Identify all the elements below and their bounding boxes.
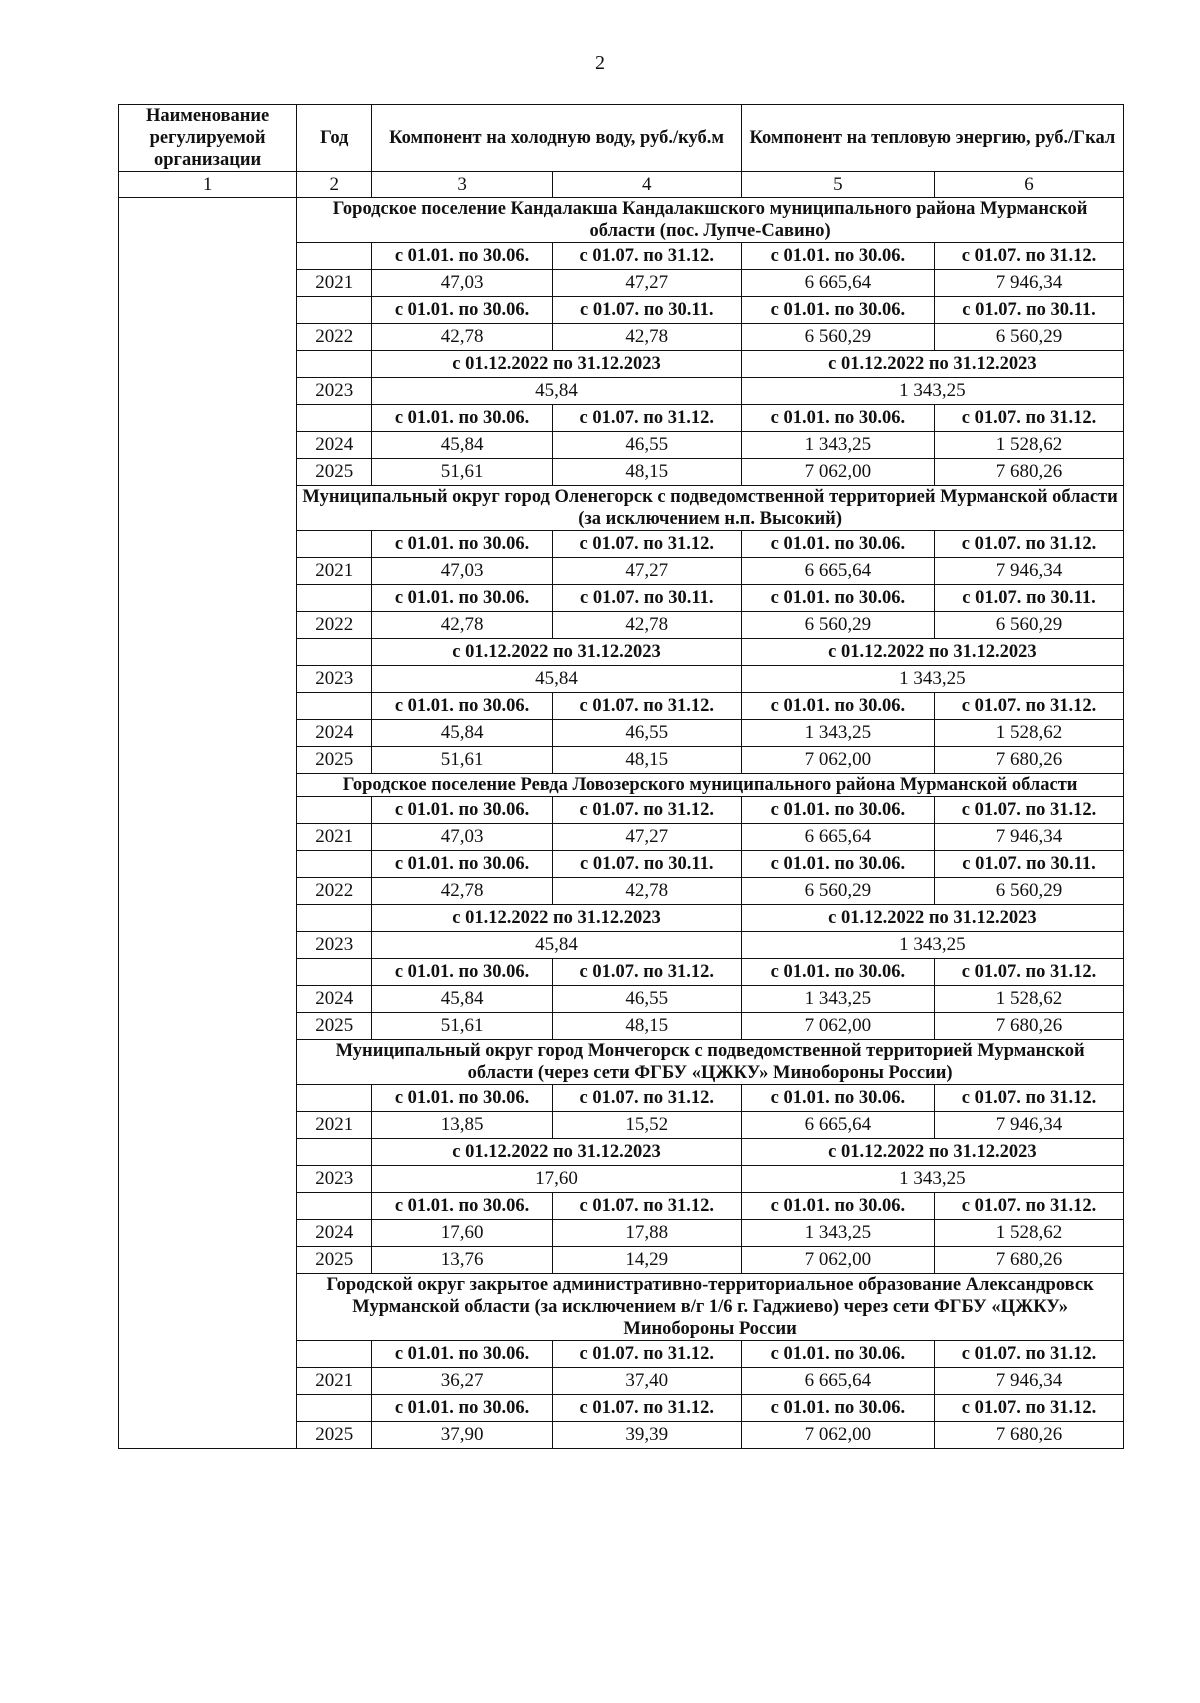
period-label: с 01.07. по 31.12. [552,797,741,824]
period-label: с 01.12.2022 по 31.12.2023 [372,905,741,932]
period-label: с 01.12.2022 по 31.12.2023 [741,351,1123,378]
year-cell-empty [297,1139,372,1166]
section-title: Городское поселение Кандалакша Кандалакшского муниципального района Мурманской области (пос. Лупче-Савино) [297,198,1124,243]
value-cell: 47,27 [552,558,741,585]
period-label: с 01.07. по 31.12. [934,797,1123,824]
period-label: с 01.01. по 30.06. [372,243,552,270]
year-cell: 2021 [297,558,372,585]
year-cell: 2025 [297,459,372,486]
value-cell: 6 560,29 [934,878,1123,905]
period-label: с 01.07. по 31.12. [552,959,741,986]
header-year: Год [297,105,372,172]
period-label: с 01.07. по 31.12. [934,1085,1123,1112]
period-label: с 01.07. по 31.12. [934,405,1123,432]
value-cell: 7 062,00 [741,459,934,486]
value-cell: 45,84 [372,378,741,405]
value-cell: 7 680,26 [934,459,1123,486]
value-cell: 6 560,29 [934,324,1123,351]
period-label: с 01.01. по 30.06. [741,243,934,270]
value-cell: 6 665,64 [741,1112,934,1139]
year-cell-empty [297,1395,372,1422]
period-label: с 01.01. по 30.06. [372,693,552,720]
value-cell: 51,61 [372,1013,552,1040]
year-cell: 2023 [297,378,372,405]
value-cell: 42,78 [372,878,552,905]
value-cell: 36,27 [372,1368,552,1395]
period-label: с 01.01. по 30.06. [372,851,552,878]
value-cell: 1 528,62 [934,1220,1123,1247]
period-label: с 01.07. по 31.12. [934,1395,1123,1422]
value-cell: 14,29 [552,1247,741,1274]
period-label: с 01.07. по 31.12. [934,531,1123,558]
value-cell: 1 528,62 [934,720,1123,747]
value-cell: 6 560,29 [934,612,1123,639]
period-label: с 01.07. по 31.12. [552,243,741,270]
period-label: с 01.07. по 31.12. [934,693,1123,720]
value-cell: 48,15 [552,459,741,486]
value-cell: 6 560,29 [741,612,934,639]
year-cell-empty [297,693,372,720]
value-cell: 7 680,26 [934,747,1123,774]
year-cell: 2025 [297,1013,372,1040]
year-cell: 2024 [297,1220,372,1247]
year-cell: 2021 [297,824,372,851]
value-cell: 7 680,26 [934,1247,1123,1274]
section-title: Муниципальный округ город Мончегорск с подведомственной территорией Мурманской области (через сети ФГБУ «ЦЖКУ» Минобороны России) [297,1040,1124,1085]
col-num-5: 5 [741,172,934,198]
header-org: Наименование регулируемой организации [119,105,297,172]
period-label: с 01.07. по 31.12. [552,405,741,432]
col-num-6: 6 [934,172,1123,198]
period-label: с 01.12.2022 по 31.12.2023 [372,1139,741,1166]
period-label: с 01.07. по 31.12. [934,1341,1123,1368]
value-cell: 42,78 [552,612,741,639]
period-label: с 01.01. по 30.06. [372,297,552,324]
value-cell: 45,84 [372,720,552,747]
period-label: с 01.07. по 30.11. [934,297,1123,324]
value-cell: 6 665,64 [741,270,934,297]
value-cell: 46,55 [552,720,741,747]
period-label: с 01.07. по 31.12. [552,693,741,720]
value-cell: 6 560,29 [741,324,934,351]
period-label: с 01.07. по 31.12. [934,243,1123,270]
value-cell: 1 343,25 [741,378,1123,405]
value-cell: 45,84 [372,932,741,959]
year-cell-empty [297,959,372,986]
year-cell-empty [297,905,372,932]
period-label: с 01.07. по 31.12. [552,1085,741,1112]
period-label: с 01.01. по 30.06. [741,585,934,612]
value-cell: 7 680,26 [934,1422,1123,1449]
year-cell: 2023 [297,1166,372,1193]
value-cell: 6 665,64 [741,1368,934,1395]
value-cell: 42,78 [552,324,741,351]
year-cell-empty [297,405,372,432]
year-cell-empty [297,1341,372,1368]
period-label: с 01.01. по 30.06. [741,1085,934,1112]
value-cell: 47,03 [372,270,552,297]
year-cell-empty [297,585,372,612]
period-label: с 01.01. по 30.06. [372,1395,552,1422]
period-label: с 01.01. по 30.06. [372,1341,552,1368]
period-label: с 01.01. по 30.06. [741,1193,934,1220]
value-cell: 7 946,34 [934,1368,1123,1395]
period-label: с 01.12.2022 по 31.12.2023 [741,905,1123,932]
year-cell-empty [297,531,372,558]
value-cell: 6 665,64 [741,558,934,585]
period-label: с 01.01. по 30.06. [741,959,934,986]
value-cell: 45,84 [372,432,552,459]
period-label: с 01.01. по 30.06. [741,405,934,432]
value-cell: 7 946,34 [934,824,1123,851]
header-cold-water: Компонент на холодную воду, руб./куб.м [372,105,741,172]
period-label: с 01.07. по 30.11. [934,585,1123,612]
section-title-row [119,198,1124,243]
value-cell: 47,03 [372,824,552,851]
value-cell: 7 062,00 [741,1422,934,1449]
value-cell: 7 680,26 [934,1013,1123,1040]
value-cell: 37,40 [552,1368,741,1395]
value-cell: 47,27 [552,270,741,297]
year-cell-empty [297,351,372,378]
value-cell: 17,60 [372,1166,741,1193]
year-cell-empty [297,639,372,666]
value-cell: 1 528,62 [934,986,1123,1013]
year-cell: 2022 [297,612,372,639]
value-cell: 42,78 [372,324,552,351]
value-cell: 42,78 [552,878,741,905]
value-cell: 45,84 [372,666,741,693]
period-label: с 01.01. по 30.06. [372,797,552,824]
tariff-table [118,104,1124,1449]
page-number: 2 [595,52,605,74]
value-cell: 6 560,29 [741,878,934,905]
value-cell: 51,61 [372,459,552,486]
year-cell: 2025 [297,1422,372,1449]
period-label: с 01.07. по 30.11. [934,851,1123,878]
value-cell: 17,60 [372,1220,552,1247]
period-label: с 01.12.2022 по 31.12.2023 [741,1139,1123,1166]
period-label: с 01.07. по 31.12. [552,1341,741,1368]
year-cell: 2024 [297,986,372,1013]
value-cell: 7 062,00 [741,1247,934,1274]
section-title: Муниципальный округ город Оленегорск с подведомственной территорией Мурманской области (за исключением н.п. Высокий) [297,486,1124,531]
period-label: с 01.07. по 30.11. [552,297,741,324]
value-cell: 7 946,34 [934,1112,1123,1139]
value-cell: 37,90 [372,1422,552,1449]
value-cell: 45,84 [372,986,552,1013]
year-cell-empty [297,243,372,270]
period-label: с 01.07. по 31.12. [552,531,741,558]
year-cell-empty [297,297,372,324]
value-cell: 1 343,25 [741,1166,1123,1193]
table-body [119,198,1124,1449]
value-cell: 7 062,00 [741,1013,934,1040]
value-cell: 1 343,25 [741,1220,934,1247]
period-label: с 01.12.2022 по 31.12.2023 [741,639,1123,666]
year-cell: 2025 [297,747,372,774]
period-label: с 01.07. по 31.12. [552,1193,741,1220]
value-cell: 13,76 [372,1247,552,1274]
year-cell: 2021 [297,270,372,297]
period-label: с 01.01. по 30.06. [372,1085,552,1112]
value-cell: 51,61 [372,747,552,774]
period-label: с 01.12.2022 по 31.12.2023 [372,351,741,378]
value-cell: 1 343,25 [741,666,1123,693]
org-name-cell [119,198,297,1449]
value-cell: 13,85 [372,1112,552,1139]
section-title: Городской округ закрытое административно-территориальное образование Александровск Мурманской области (за исключением в/г 1/6 г. Гаджиево) через сети ФГБУ «ЦЖКУ» Минобороны России [297,1274,1124,1341]
year-cell-empty [297,1085,372,1112]
value-cell: 48,15 [552,747,741,774]
value-cell: 47,27 [552,824,741,851]
value-cell: 17,88 [552,1220,741,1247]
value-cell: 1 343,25 [741,932,1123,959]
period-label: с 01.01. по 30.06. [741,797,934,824]
value-cell: 39,39 [552,1422,741,1449]
year-cell-empty [297,851,372,878]
period-label: с 01.07. по 31.12. [934,1193,1123,1220]
period-label: с 01.01. по 30.06. [741,531,934,558]
period-label: с 01.07. по 31.12. [934,959,1123,986]
value-cell: 47,03 [372,558,552,585]
year-cell-empty [297,1193,372,1220]
value-cell: 46,55 [552,986,741,1013]
value-cell: 7 946,34 [934,558,1123,585]
value-cell: 46,55 [552,432,741,459]
year-cell: 2022 [297,324,372,351]
value-cell: 6 665,64 [741,824,934,851]
value-cell: 15,52 [552,1112,741,1139]
period-label: с 01.07. по 30.11. [552,585,741,612]
value-cell: 1 343,25 [741,432,934,459]
value-cell: 42,78 [372,612,552,639]
col-num-3: 3 [372,172,552,198]
year-cell: 2021 [297,1368,372,1395]
period-label: с 01.01. по 30.06. [372,1193,552,1220]
period-label: с 01.01. по 30.06. [372,585,552,612]
header-heat: Компонент на тепловую энергию, руб./Гкал [741,105,1123,172]
col-num-4: 4 [552,172,741,198]
year-cell: 2021 [297,1112,372,1139]
period-label: с 01.12.2022 по 31.12.2023 [372,639,741,666]
value-cell: 48,15 [552,1013,741,1040]
section-title: Городское поселение Ревда Ловозерского муниципального района Мурманской области [297,774,1124,797]
year-cell: 2024 [297,432,372,459]
period-label: с 01.01. по 30.06. [741,851,934,878]
period-label: с 01.01. по 30.06. [372,405,552,432]
period-label: с 01.07. по 30.11. [552,851,741,878]
period-label: с 01.01. по 30.06. [372,531,552,558]
value-cell: 1 528,62 [934,432,1123,459]
year-cell: 2025 [297,1247,372,1274]
col-num-2: 2 [297,172,372,198]
value-cell: 1 343,25 [741,986,934,1013]
value-cell: 7 946,34 [934,270,1123,297]
year-cell: 2023 [297,666,372,693]
year-cell: 2023 [297,932,372,959]
year-cell-empty [297,797,372,824]
year-cell: 2024 [297,720,372,747]
col-num-1: 1 [119,172,297,198]
year-cell: 2022 [297,878,372,905]
period-label: с 01.01. по 30.06. [741,693,934,720]
period-label: с 01.01. по 30.06. [372,959,552,986]
period-label: с 01.01. по 30.06. [741,1395,934,1422]
value-cell: 1 343,25 [741,720,934,747]
value-cell: 7 062,00 [741,747,934,774]
period-label: с 01.07. по 31.12. [552,1395,741,1422]
period-label: с 01.01. по 30.06. [741,1341,934,1368]
period-label: с 01.01. по 30.06. [741,297,934,324]
